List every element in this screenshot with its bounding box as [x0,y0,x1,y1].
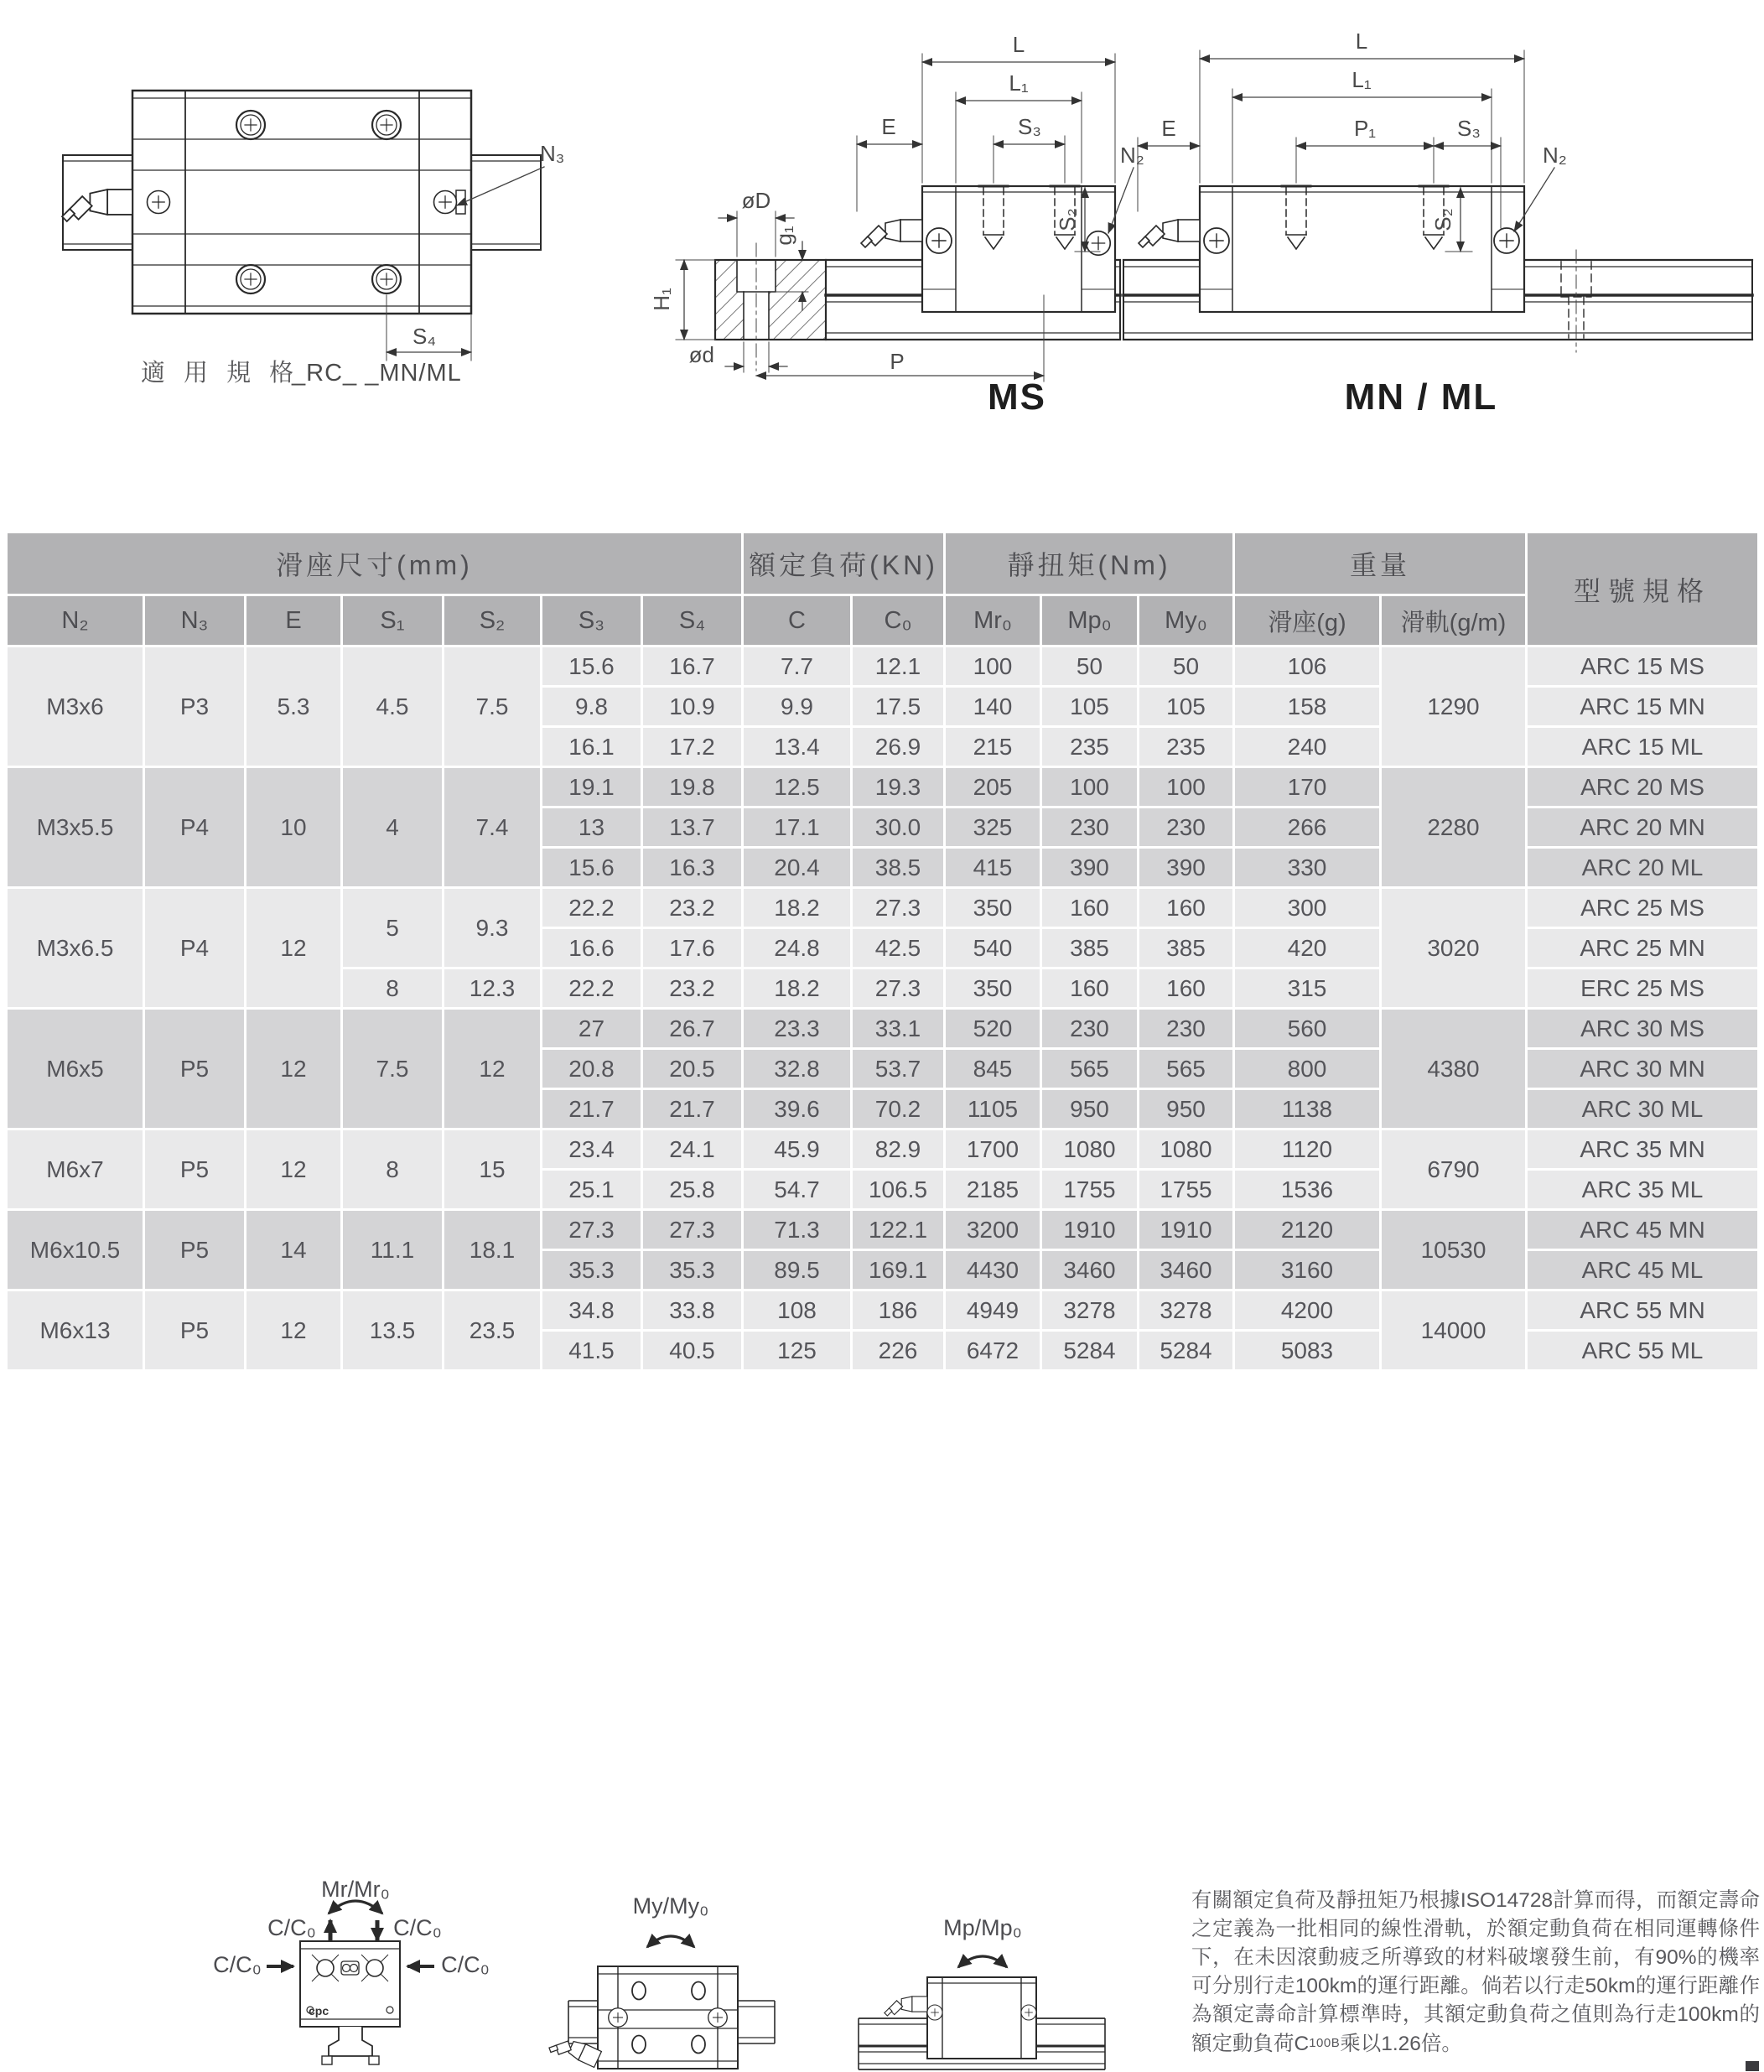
column-header-cell: S₃ [542,596,641,645]
cell-s2: 7.5 [444,647,540,766]
cell-e: 12 [246,889,340,1007]
cell-c0: 70.2 [853,1090,943,1128]
dim-label-p: P [890,349,905,374]
cell-c0: 226 [853,1332,943,1369]
cell-c0: 30.0 [853,808,943,846]
cell-s1: 8 [343,1130,442,1208]
cell-s4: 19.8 [643,768,741,806]
cell-block-weight: 170 [1235,768,1379,806]
grease-nipple-icon [885,1997,927,2016]
cell-s4: 17.2 [643,728,741,766]
cell-mr0: 1700 [946,1130,1040,1168]
table-row [8,1130,1757,1168]
model-cell: ARC 35 ML [1528,1171,1757,1208]
cell-c0: 27.3 [853,889,943,927]
header-group-cell: 額定負荷(KN) [744,533,943,594]
cell-mr0: 6472 [946,1332,1040,1369]
cell-c0: 106.5 [853,1171,943,1208]
cell-s3: 25.1 [542,1171,641,1208]
cell-c0: 33.1 [853,1010,943,1047]
cell-s2: 12 [444,1010,540,1128]
header-group-cell: 滑座尺寸(mm) [8,533,741,594]
cell-n3: P5 [145,1291,244,1369]
cell-c: 45.9 [744,1130,850,1168]
cell-n3: P3 [145,647,244,766]
cc0-label: C/C₀ [393,1915,442,1940]
cell-s2: 15 [444,1130,540,1208]
table-header-row [8,533,1757,594]
model-cell: ARC 20 ML [1528,849,1757,886]
cell-rail-weight: 2280 [1382,768,1525,886]
dim-label-e: E [1161,116,1176,141]
cell-mr0: 2185 [946,1171,1040,1208]
cell-c0: 12.1 [853,647,943,685]
column-header-cell: C₀ [853,596,943,645]
cell-s3: 35.3 [542,1251,641,1289]
cell-s2: 23.5 [444,1291,540,1369]
cell-my0: 160 [1139,889,1232,927]
cell-rail-weight: 4380 [1382,1010,1525,1128]
cell-s1: 8 [343,969,442,1007]
cell-s2: 9.3 [444,889,540,967]
model-cell: ARC 35 MN [1528,1130,1757,1168]
header-group-cell: 靜扭矩(Nm) [946,533,1232,594]
cell-c: 7.7 [744,647,850,685]
cell-e: 12 [246,1010,340,1128]
table-row [8,889,1757,927]
column-header-cell: Mp₀ [1042,596,1137,645]
dim-label-g1: g₁ [771,226,796,246]
cell-c0: 82.9 [853,1130,943,1168]
cell-block-weight: 3160 [1235,1251,1379,1289]
cell-s2: 18.1 [444,1211,540,1289]
cell-n3: P5 [145,1130,244,1208]
cell-s4: 21.7 [643,1090,741,1128]
cell-n3: P4 [145,889,244,1007]
mr-moment-diagram [213,1877,490,2064]
cell-c0: 53.7 [853,1050,943,1088]
cell-my0: 385 [1139,929,1232,967]
cell-mr0: 350 [946,889,1040,927]
cell-c: 108 [744,1291,850,1329]
cell-block-weight: 2120 [1235,1211,1379,1249]
dim-label-l: L [1012,32,1025,57]
cell-s3: 27.3 [542,1211,641,1249]
cell-s4: 13.7 [643,808,741,846]
cell-s3: 41.5 [542,1332,641,1369]
cell-rail-weight: 3020 [1382,889,1525,1007]
cell-c: 71.3 [744,1211,850,1249]
cell-my0: 105 [1139,688,1232,725]
cell-my0: 950 [1139,1090,1232,1128]
cell-my0: 3278 [1139,1291,1232,1329]
cell-s3: 21.7 [542,1090,641,1128]
cell-mp0: 3278 [1042,1291,1137,1329]
dim-label-n3: N₃ [540,141,565,166]
cell-block-weight: 300 [1235,889,1379,927]
dim-label-h1: H₁ [649,288,674,311]
column-header-cell: E [246,596,340,645]
my-label: My/My₀ [632,1893,709,1919]
cell-s1: 7.5 [343,1010,442,1128]
note-text-end: 乘以1.26倍。 [1340,2033,1462,2055]
cell-mp0: 385 [1042,929,1137,967]
cell-s1: 4.5 [343,647,442,766]
mnml-label: MN / ML [1344,376,1498,418]
column-header-cell: 滑軌(g/m) [1382,596,1525,645]
cc0-label: C/C₀ [441,1952,490,1977]
cell-s4: 35.3 [643,1251,741,1289]
cell-my0: 50 [1139,647,1232,685]
cell-n3: P5 [145,1010,244,1128]
note-subscript: 100B [1309,2036,1341,2050]
cell-c0: 38.5 [853,849,943,886]
cell-s3: 15.6 [542,849,641,886]
drawing-caption-code: _RC_ _MN/ML [292,360,462,387]
cell-my0: 5284 [1139,1332,1232,1369]
column-header-cell: S₁ [343,596,442,645]
cell-s4: 33.8 [643,1291,741,1329]
dim-label-od-cap: øD [741,188,771,213]
cell-s4: 16.7 [643,647,741,685]
cell-c0: 169.1 [853,1251,943,1289]
dim-label-l1: L₁ [1009,70,1029,96]
table-row [8,1010,1757,1047]
model-cell: ARC 25 MN [1528,929,1757,967]
cell-mr0: 540 [946,929,1040,967]
my-moment-diagram [547,1893,775,2072]
cell-mp0: 1755 [1042,1171,1137,1208]
cell-my0: 160 [1139,969,1232,1007]
cell-s3: 20.8 [542,1050,641,1088]
grease-nipple-icon [547,2031,601,2072]
cell-mp0: 5284 [1042,1332,1137,1369]
cell-mp0: 235 [1042,728,1137,766]
cell-s1: 13.5 [343,1291,442,1369]
cell-c: 17.1 [744,808,850,846]
cell-n2: M6x5 [8,1010,143,1128]
model-header-cell: 型號規格 [1528,533,1757,645]
cell-block-weight: 420 [1235,929,1379,967]
cell-block-weight: 240 [1235,728,1379,766]
table-row [8,647,1757,685]
cell-s3: 27 [542,1010,641,1047]
cell-mr0: 4430 [946,1251,1040,1289]
model-cell: ARC 30 MN [1528,1050,1757,1088]
cell-mp0: 100 [1042,768,1137,806]
cell-mr0: 215 [946,728,1040,766]
cell-s2: 7.4 [444,768,540,886]
cell-s3: 22.2 [542,889,641,927]
model-cell: ARC 15 ML [1528,728,1757,766]
cell-n3: P5 [145,1211,244,1289]
cell-rail-weight: 6790 [1382,1130,1525,1208]
cell-block-weight: 1536 [1235,1171,1379,1208]
dim-label-n2: N₂ [1120,143,1144,168]
cell-c0: 42.5 [853,929,943,967]
cell-mr0: 100 [946,647,1040,685]
column-header-cell: N₃ [145,596,244,645]
cell-e: 14 [246,1211,340,1289]
model-cell: ARC 20 MS [1528,768,1757,806]
cell-c0: 186 [853,1291,943,1329]
model-cell: ARC 25 MS [1528,889,1757,927]
cell-my0: 230 [1139,808,1232,846]
cell-mr0: 520 [946,1010,1040,1047]
grease-nipple-icon [1139,220,1200,247]
column-header-cell: 滑座(g) [1235,596,1379,645]
cell-block-weight: 330 [1235,849,1379,886]
block-top-view-drawing [62,91,564,387]
model-cell: ARC 55 ML [1528,1332,1757,1369]
cell-block-weight: 315 [1235,969,1379,1007]
cell-s4: 23.2 [643,969,741,1007]
cell-my0: 230 [1139,1010,1232,1047]
cell-mr0: 1105 [946,1090,1040,1128]
page-corner-mark [1746,2061,1759,2071]
model-cell: ARC 45 ML [1528,1251,1757,1289]
cell-s1: 11.1 [343,1211,442,1289]
cell-c: 125 [744,1332,850,1369]
cell-n2: M6x10.5 [8,1211,143,1289]
ms-label: MS [988,376,1046,418]
cell-mp0: 230 [1042,1010,1137,1047]
cell-mr0: 845 [946,1050,1040,1088]
cell-c: 54.7 [744,1171,850,1208]
ms-side-view-drawing [649,32,1144,418]
table-header [8,533,1757,645]
dim-label-s2: S₂ [1430,208,1455,231]
cell-rail-weight: 14000 [1382,1291,1525,1369]
note-text: 有關額定負荷及靜扭矩乃根據ISO14728計算而得，而額定壽命之定義為一批相同的線性滑軌，於額定動負荷在相同運轉條件下，在未因滾動疲乏所導致的材料破壞發生前，有90%的機率可分別行走100km的運行距離。倘若以行走50km的運行距離作為額定壽命計算標準時，其額定動負荷之值則為行走100km的額定動負荷C [1191,1889,1760,2055]
cell-s3: 13 [542,808,641,846]
dim-label-l: L [1355,29,1368,54]
cell-c: 13.4 [744,728,850,766]
mp-moment-diagram [859,1915,1105,2069]
mnml-side-view-drawing [1123,29,1752,418]
model-cell: ERC 25 MS [1528,969,1757,1007]
header-group-cell: 重量 [1235,533,1525,594]
cell-n2: M6x7 [8,1130,143,1208]
dim-label-s4: S₄ [412,324,436,349]
dim-label-n2: N₂ [1543,143,1567,168]
cell-mr0: 350 [946,969,1040,1007]
rating-note [1191,1887,1760,2059]
cell-my0: 100 [1139,768,1232,806]
cell-my0: 235 [1139,728,1232,766]
cell-s4: 17.6 [643,929,741,967]
column-header-cell: My₀ [1139,596,1232,645]
cell-n2: M6x13 [8,1291,143,1369]
cell-e: 12 [246,1130,340,1208]
cell-block-weight: 1120 [1235,1130,1379,1168]
cell-block-weight: 1138 [1235,1090,1379,1128]
cell-c: 20.4 [744,849,850,886]
table-row [8,768,1757,806]
model-cell: ARC 15 MS [1528,647,1757,685]
cell-block-weight: 800 [1235,1050,1379,1088]
cell-s3: 16.6 [542,929,641,967]
cell-mp0: 565 [1042,1050,1137,1088]
cell-mr0: 140 [946,688,1040,725]
cell-c0: 122.1 [853,1211,943,1249]
cell-my0: 3460 [1139,1251,1232,1289]
dim-label-s3: S₃ [1457,116,1481,141]
grease-nipple-icon [861,220,922,247]
cell-c: 18.2 [744,889,850,927]
cell-s4: 10.9 [643,688,741,725]
cell-c0: 26.9 [853,728,943,766]
model-cell: ARC 30 ML [1528,1090,1757,1128]
cell-s3: 22.2 [542,969,641,1007]
cell-s4: 23.2 [643,889,741,927]
model-cell: ARC 45 MN [1528,1211,1757,1249]
column-header-cell: S₄ [643,596,741,645]
cell-s3: 23.4 [542,1130,641,1168]
cell-block-weight: 158 [1235,688,1379,725]
cell-mr0: 3200 [946,1211,1040,1249]
cell-s3: 19.1 [542,768,641,806]
mr-label: Mr/Mr₀ [321,1877,390,1902]
cell-my0: 565 [1139,1050,1232,1088]
cell-mp0: 390 [1042,849,1137,886]
cell-s4: 40.5 [643,1332,741,1369]
cell-n2: M3x6.5 [8,889,143,1007]
cell-c0: 27.3 [853,969,943,1007]
cell-my0: 1080 [1139,1130,1232,1168]
cell-s4: 25.8 [643,1171,741,1208]
cell-s3: 34.8 [542,1291,641,1329]
cell-block-weight: 560 [1235,1010,1379,1047]
table-body [8,647,1757,1369]
cell-mr0: 415 [946,849,1040,886]
dim-label-e: E [881,114,896,139]
cell-c: 32.8 [744,1050,850,1088]
cell-c: 24.8 [744,929,850,967]
cell-s4: 26.7 [643,1010,741,1047]
column-header-cell: C [744,596,850,645]
model-cell: ARC 15 MN [1528,688,1757,725]
dim-label-s3: S₃ [1018,114,1041,139]
cell-e: 10 [246,768,340,886]
mp-label: Mp/Mp₀ [943,1915,1022,1940]
cell-n3: P4 [145,768,244,886]
cell-s2: 12.3 [444,969,540,1007]
model-cell: ARC 20 MN [1528,808,1757,846]
cell-rail-weight: 10530 [1382,1211,1525,1289]
cell-e: 5.3 [246,647,340,766]
cell-c0: 19.3 [853,768,943,806]
dim-label-s2: S₂ [1055,208,1080,231]
cell-c: 12.5 [744,768,850,806]
technical-drawings [0,0,1764,470]
cell-mp0: 3460 [1042,1251,1137,1289]
cell-my0: 1910 [1139,1211,1232,1249]
cell-mp0: 1910 [1042,1211,1137,1249]
spec-table [5,531,1760,1372]
cell-s4: 16.3 [643,849,741,886]
cell-block-weight: 5083 [1235,1332,1379,1369]
cell-my0: 1755 [1139,1171,1232,1208]
dim-label-od: ød [688,342,714,367]
cc0-label: C/C₀ [267,1915,316,1940]
model-cell: ARC 30 MS [1528,1010,1757,1047]
cpc-logo: cpc [309,2004,329,2017]
cell-mr0: 205 [946,768,1040,806]
column-header-cell: S₂ [444,596,540,645]
cell-mr0: 325 [946,808,1040,846]
table-row [8,1291,1757,1329]
cell-c: 89.5 [744,1251,850,1289]
cell-c: 9.9 [744,688,850,725]
cell-mp0: 950 [1042,1090,1137,1128]
cell-n2: M3x6 [8,647,143,766]
cell-s4: 27.3 [643,1211,741,1249]
cell-s3: 9.8 [542,688,641,725]
cell-mp0: 160 [1042,969,1137,1007]
cell-mp0: 230 [1042,808,1137,846]
cell-mp0: 1080 [1042,1130,1137,1168]
cell-s3: 16.1 [542,728,641,766]
cell-block-weight: 266 [1235,808,1379,846]
drawing-caption-cn: 適 用 規 格 [141,360,300,387]
cell-rail-weight: 1290 [1382,647,1525,766]
cell-s1: 5 [343,889,442,967]
cc0-label: C/C₀ [213,1952,262,1977]
cell-c0: 17.5 [853,688,943,725]
cell-c: 23.3 [744,1010,850,1047]
cell-e: 12 [246,1291,340,1369]
cell-c: 39.6 [744,1090,850,1128]
cell-mp0: 50 [1042,647,1137,685]
cell-s3: 15.6 [542,647,641,685]
cell-n2: M3x5.5 [8,768,143,886]
cell-my0: 390 [1139,849,1232,886]
model-cell: ARC 55 MN [1528,1291,1757,1329]
table-subheader-row [8,596,1757,645]
cell-s1: 4 [343,768,442,886]
cell-block-weight: 4200 [1235,1291,1379,1329]
table-row [8,1211,1757,1249]
cell-s4: 24.1 [643,1130,741,1168]
cell-mp0: 160 [1042,889,1137,927]
cell-mr0: 4949 [946,1291,1040,1329]
dim-label-p1: P₁ [1353,116,1377,141]
column-header-cell: N₂ [8,596,143,645]
dim-label-l1: L₁ [1352,67,1372,92]
cell-mp0: 105 [1042,688,1137,725]
cell-c: 18.2 [744,969,850,1007]
column-header-cell: Mr₀ [946,596,1040,645]
cell-block-weight: 106 [1235,647,1379,685]
cell-s4: 20.5 [643,1050,741,1088]
